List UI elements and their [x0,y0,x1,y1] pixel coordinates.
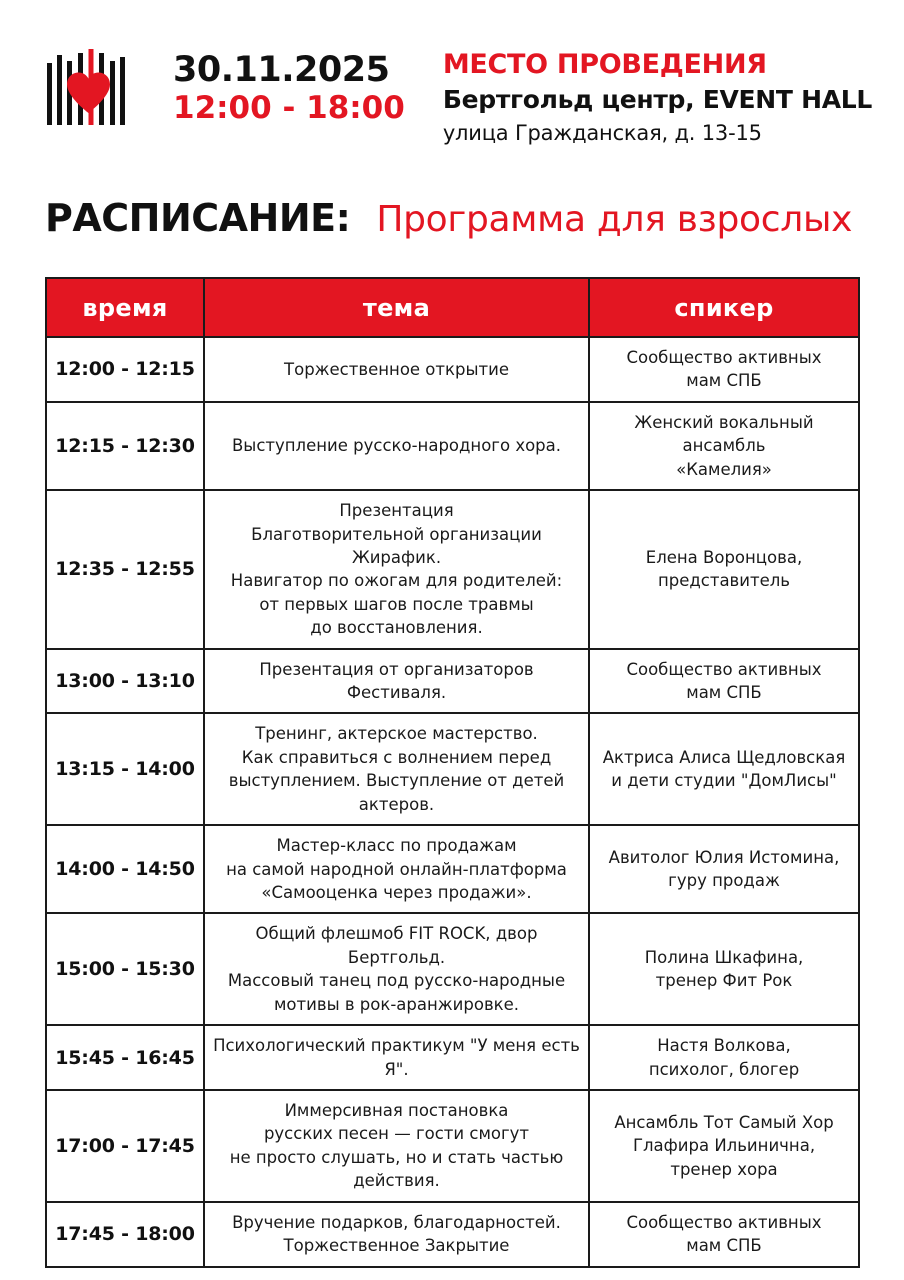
cell-speaker [589,490,859,649]
cell-time: 14:00 - 14:50 [46,825,204,913]
cell-topic-line: Презентация [339,501,454,521]
cell-speaker [589,825,859,913]
cell-speaker-line: Елена Воронцова, [645,547,803,567]
cell-time: 15:00 - 15:30 [46,913,204,1025]
cell-topic-line: Выступление русско-народного хора. [231,436,562,456]
cell-speaker-line: Сообщество активных [626,348,822,367]
cell-time: 17:00 - 17:45 [46,1090,204,1202]
table-row [46,1202,859,1267]
event-date: 30.11.2025 [173,50,390,90]
cell-topic-line: «Самооценка через продажи». [261,883,532,903]
cell-speaker [589,402,859,490]
cell-speaker-line: Сообщество активных [626,1212,822,1232]
cell-speaker [589,649,859,714]
venue-name: Бертгольд центр, EVENT HALL [442,85,873,115]
cell-speaker-line: Авитолог Юлия Истомина, [608,847,840,867]
cell-topic [204,713,589,825]
cell-speaker-line: гуру продаж [668,871,780,891]
page-title [45,196,852,240]
cell-speaker [589,1090,859,1202]
cell-time: 12:00 - 12:15 [46,337,204,402]
cell-topic-line: Как справиться с волнением перед [241,747,552,767]
cell-speaker-line: мам СПБ [686,1236,762,1256]
cell-topic [204,913,589,1025]
cell-speaker-line: мам СПБ [686,683,762,703]
table-row [46,649,859,714]
cell-topic-line: Тренинг, актерское мастерство. [255,724,538,744]
cell-speaker [589,1025,859,1090]
cell-topic-line: не просто слушать, но и стать частью действия. [229,1147,564,1191]
cell-speaker-line: Ансамбль Тот Самый Хор [614,1112,834,1132]
cell-topic [204,490,589,649]
cell-speaker-line: психолог, блогер [648,1059,800,1079]
cell-speaker [589,913,859,1025]
cell-speaker-line: тренер хора [670,1159,778,1179]
cell-topic-line: Торжественное открытие [284,359,509,379]
cell-topic-line: Навигатор по ожогам для родителей: [230,571,563,591]
cell-topic [204,649,589,714]
table-row [46,1025,859,1090]
cell-speaker-line: Актриса Алиса Щедловская [602,747,846,767]
page-header [45,45,873,170]
schedule-table-body [46,337,859,1267]
cell-topic-line: Массовый танец под русско-народные [227,971,566,991]
cell-speaker [589,1202,859,1267]
cell-topic-line: Психологический практикум "У меня есть Я". [213,1036,580,1079]
cell-topic-line: на самой народной онлайн-платформа [226,859,567,879]
event-time-range: 12:00 - 18:00 [173,90,405,127]
cell-topic [204,1090,589,1202]
barcode-heart-logo-icon [45,47,131,133]
cell-speaker-line: представитель [657,571,791,591]
cell-speaker-line: мам СПБ [686,371,762,391]
cell-topic [204,1025,589,1090]
table-row [46,713,859,825]
cell-topic-line: Общий флешмоб FIT ROCK, двор Бертгольд. [255,924,538,967]
page-title-main: РАСПИСАНИЕ: [45,196,351,240]
cell-topic-line: Презентация от организаторов Фестиваля. [259,659,534,703]
cell-speaker-line: «Камелия» [676,459,772,479]
cell-time: 13:15 - 14:00 [46,713,204,825]
table-row [46,1090,859,1202]
cell-speaker [589,713,859,825]
cell-speaker-line: Настя Волкова, [657,1036,791,1056]
cell-speaker-line: Глафира Ильинична, [632,1136,816,1156]
cell-topic [204,825,589,913]
cell-speaker-line: Женский вокальный ансамбль [634,412,814,456]
cell-speaker-line: тренер Фит Рок [655,971,793,991]
cell-topic-line: Торжественное Закрытие [283,1236,510,1256]
cell-topic [204,402,589,490]
cell-time: 12:35 - 12:55 [46,490,204,649]
cell-speaker [589,337,859,402]
cell-time: 12:15 - 12:30 [46,402,204,490]
event-venue [443,49,872,146]
cell-topic-line: от первых шагов после травмы [259,594,534,614]
cell-topic-line: до восстановления. [310,618,483,638]
cell-speaker-line: и дети студии "ДомЛисы" [611,771,837,791]
table-header-row [46,278,859,337]
column-header-time: время [46,278,204,337]
cell-topic-line: Благотворительной организации Жирафик. [251,524,542,567]
page-title-subtitle: Программа для взрослых [376,199,853,240]
table-row [46,825,859,913]
column-header-speaker: спикер [589,278,859,337]
venue-address: улица Гражданская, д. 13-15 [442,120,762,145]
column-header-topic: тема [204,278,589,337]
event-datetime [173,51,405,127]
cell-speaker-line: Полина Шкафина, [644,947,804,967]
cell-topic [204,1202,589,1267]
cell-topic-line: Вручение подарков, благодарностей. [232,1212,561,1232]
table-row [46,337,859,402]
cell-topic [204,337,589,402]
cell-topic-line: русских песен — гости смогут [263,1124,530,1144]
cell-speaker-line: Сообщество активных [626,659,822,679]
cell-topic-line: Мастер-класс по продажам [276,836,517,856]
schedule-table [45,277,860,1268]
table-row [46,913,859,1025]
venue-label: МЕСТО ПРОВЕДЕНИЯ [442,49,767,80]
table-row [46,402,859,490]
cell-topic-line: Иммерсивная постановка [284,1100,509,1120]
cell-time: 13:00 - 13:10 [46,649,204,714]
table-row [46,490,859,649]
cell-time: 17:45 - 18:00 [46,1202,204,1267]
cell-topic-line: выступлением. Выступление от детей актеров. [228,771,565,814]
cell-topic-line: мотивы в рок-аранжировке. [273,994,520,1014]
cell-time: 15:45 - 16:45 [46,1025,204,1090]
